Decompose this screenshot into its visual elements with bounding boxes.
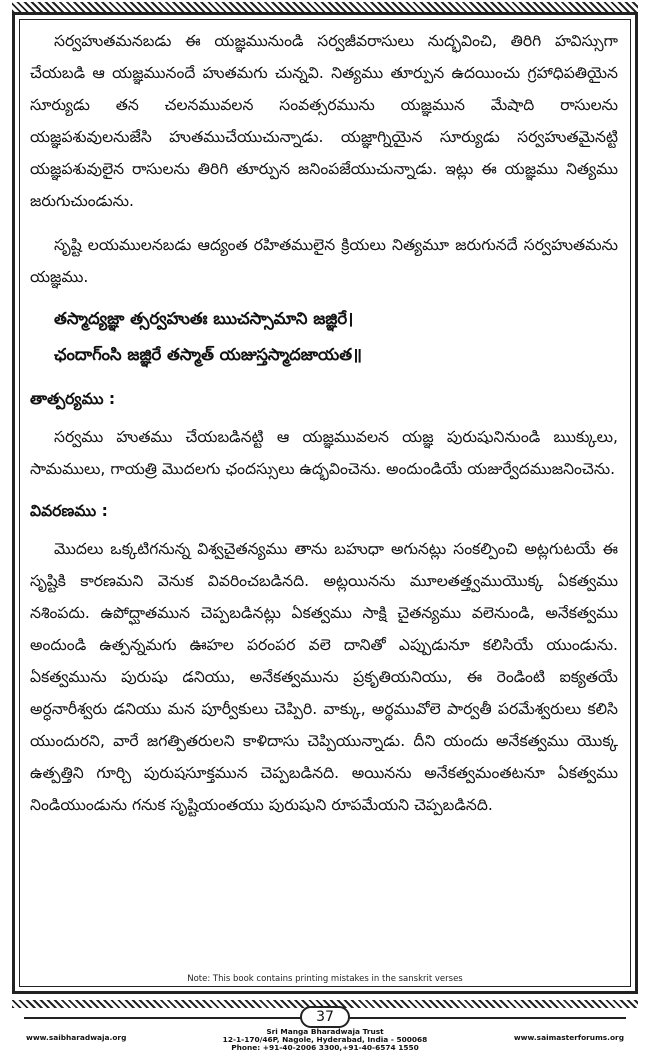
text-line: కలిసి యుందురని, వారే జగత్పితరులని కాళిదాసు చెప్పియున్నాడు. దీని యందు xyxy=(30,700,618,750)
heading-vivaranam: వివరణము : xyxy=(30,502,108,520)
verse-line: తస్మాద్యజ్ఞా త్సర్వహుతః ఋచస్సామాని జజ్ఞిరే। xyxy=(54,309,354,328)
text-line: అనేకత్వము యొక్క ఉత్పత్తిని గూర్చి పురుషసూక్తమున చెప్పబడినది. అయినను xyxy=(30,732,618,782)
text-line: యజ్ఞాగ్నియైన సూర్యుడు సర్వహుతమైనట్టి యజ్ఞపశువులైన రాసులను తిరిగి తూర్పున xyxy=(30,128,618,178)
text-line: అట్లగుటయే ఈ సృష్టికి కారణమని వెనుక వివరించబడినది. అట్లయినను xyxy=(30,540,618,590)
text-line: సర్వము హుతము చేయబడినట్టి ఆ యజ్ఞమువలన యజ్ఞ పురుషునినుండి xyxy=(54,428,541,446)
page-content xyxy=(30,25,618,821)
page-number: 37 xyxy=(300,1006,350,1028)
text-line: ఏకత్వము సాక్షి చైతన్యము వలెనుండి, అనేకత్వము అందుండి ఉత్పన్నమగు ఊహల xyxy=(30,604,618,654)
text-line: సృష్టి లయములనబడు ఆద్యంత రహితములైన క్రియలు నిత్యమూ xyxy=(54,236,450,254)
text-line: మొదలు ఒక్కటిగనున్న విశ్వచైతన్యము తాను బహుధా అగునట్లు సంకల్పించి xyxy=(54,540,518,558)
website-left-link[interactable]: www.saibharadwaja.org xyxy=(26,1033,127,1042)
text-line: డనియు, అనేకత్వమును ప్రకృతియనియు, ఈ రెండింటి ఐక్యతయే అర్ధనారీశ్వరు xyxy=(30,668,618,718)
paragraph-3 xyxy=(30,421,618,485)
heading-tatparyam: తాత్పర్యము : xyxy=(30,390,116,408)
text-line: జరుగునదే సర్వహుతమను యజ్ఞము. xyxy=(30,236,618,286)
text-line: అందుండియే యజుర్వేదముజనించెను. xyxy=(386,460,616,478)
trust-info xyxy=(190,1028,460,1052)
page-number-bar xyxy=(0,1006,650,1028)
spacer xyxy=(30,217,618,229)
paragraph-1 xyxy=(30,25,618,217)
trust-address: 12-1-170/46P, Nagole, Hyderabad, India - 500068 xyxy=(222,1035,428,1044)
website-right-link[interactable]: www.saimasterforums.org xyxy=(513,1033,624,1042)
sanskrit-verse xyxy=(54,301,618,373)
text-line: డనియు మన పూర్వీకులు చెప్పిరి. వాక్కు, అర్థమువోలె పార్వతీ పరమేశ్వరులు xyxy=(113,700,582,718)
paragraph-4 xyxy=(30,533,618,821)
page-footer xyxy=(0,1028,650,1050)
text-line: హవిస్సుగా చేయబడి ఆ యజ్ఞమునందే హుతమగు చున్నవి. నిత్యము తూర్పున xyxy=(30,32,618,82)
text-line: ఉదయించు గ్రహాధిపతియైన సూర్యుడు తన చలనమువలన సంవత్సరమును xyxy=(30,64,618,114)
paragraph-2 xyxy=(30,229,618,293)
top-decorative-border xyxy=(12,2,638,12)
text-line: రూపమేయని చెప్పబడినది. xyxy=(331,796,493,814)
text-line: పరంపర వలె దానితో ఎప్పుడునూ కలిసియే యుండును. ఏకత్వమును పురుషు xyxy=(30,636,618,686)
text-line: సర్వహుతమనబడు ఈ యజ్ఞమునుండి సర్వజీవరాసులు నుద్భవించి, తిరిగి xyxy=(54,32,542,50)
text-line: ఋక్కులు, సామములు, గాయత్రి మొదలగు ఛందస్సులు ఉద్భవించెను. xyxy=(30,428,618,478)
trust-phone: Phone: +91-40-2006 3300,+91-40-6574 1550 xyxy=(231,1043,419,1052)
printing-note: Note: This book contains printing mistakes in the sanskrit verses xyxy=(187,974,463,984)
text-line: జనింపజేయుచున్నాడు. ఇట్లు ఈ యజ్ఞము నిత్యము జరుగుచుండును. xyxy=(30,160,618,210)
verse-line: ఛందాగ్ంసి జజ్ఞిరే తస్మాత్ యజుస్తస్మాదజాయత॥ xyxy=(54,345,362,364)
text-line: మూలతత్త్వముయొక్క ఏకత్వము నశింపదు. ఉపోద్ఘాతమున చెప్పబడినట్లు xyxy=(30,572,618,622)
text-line: యజ్ఞమున మేషాది రాసులను యజ్ఞపశువులనుజేసి హుతముచేయుచున్నాడు. xyxy=(30,96,618,146)
trust-name: Sri Manga Bharadwaja Trust xyxy=(266,1027,384,1036)
text-line: అనేకత్వమంతటనూ ఏకత్వము నిండియుండును గనుక సృష్టియంతయు పురుషుని xyxy=(30,764,618,814)
